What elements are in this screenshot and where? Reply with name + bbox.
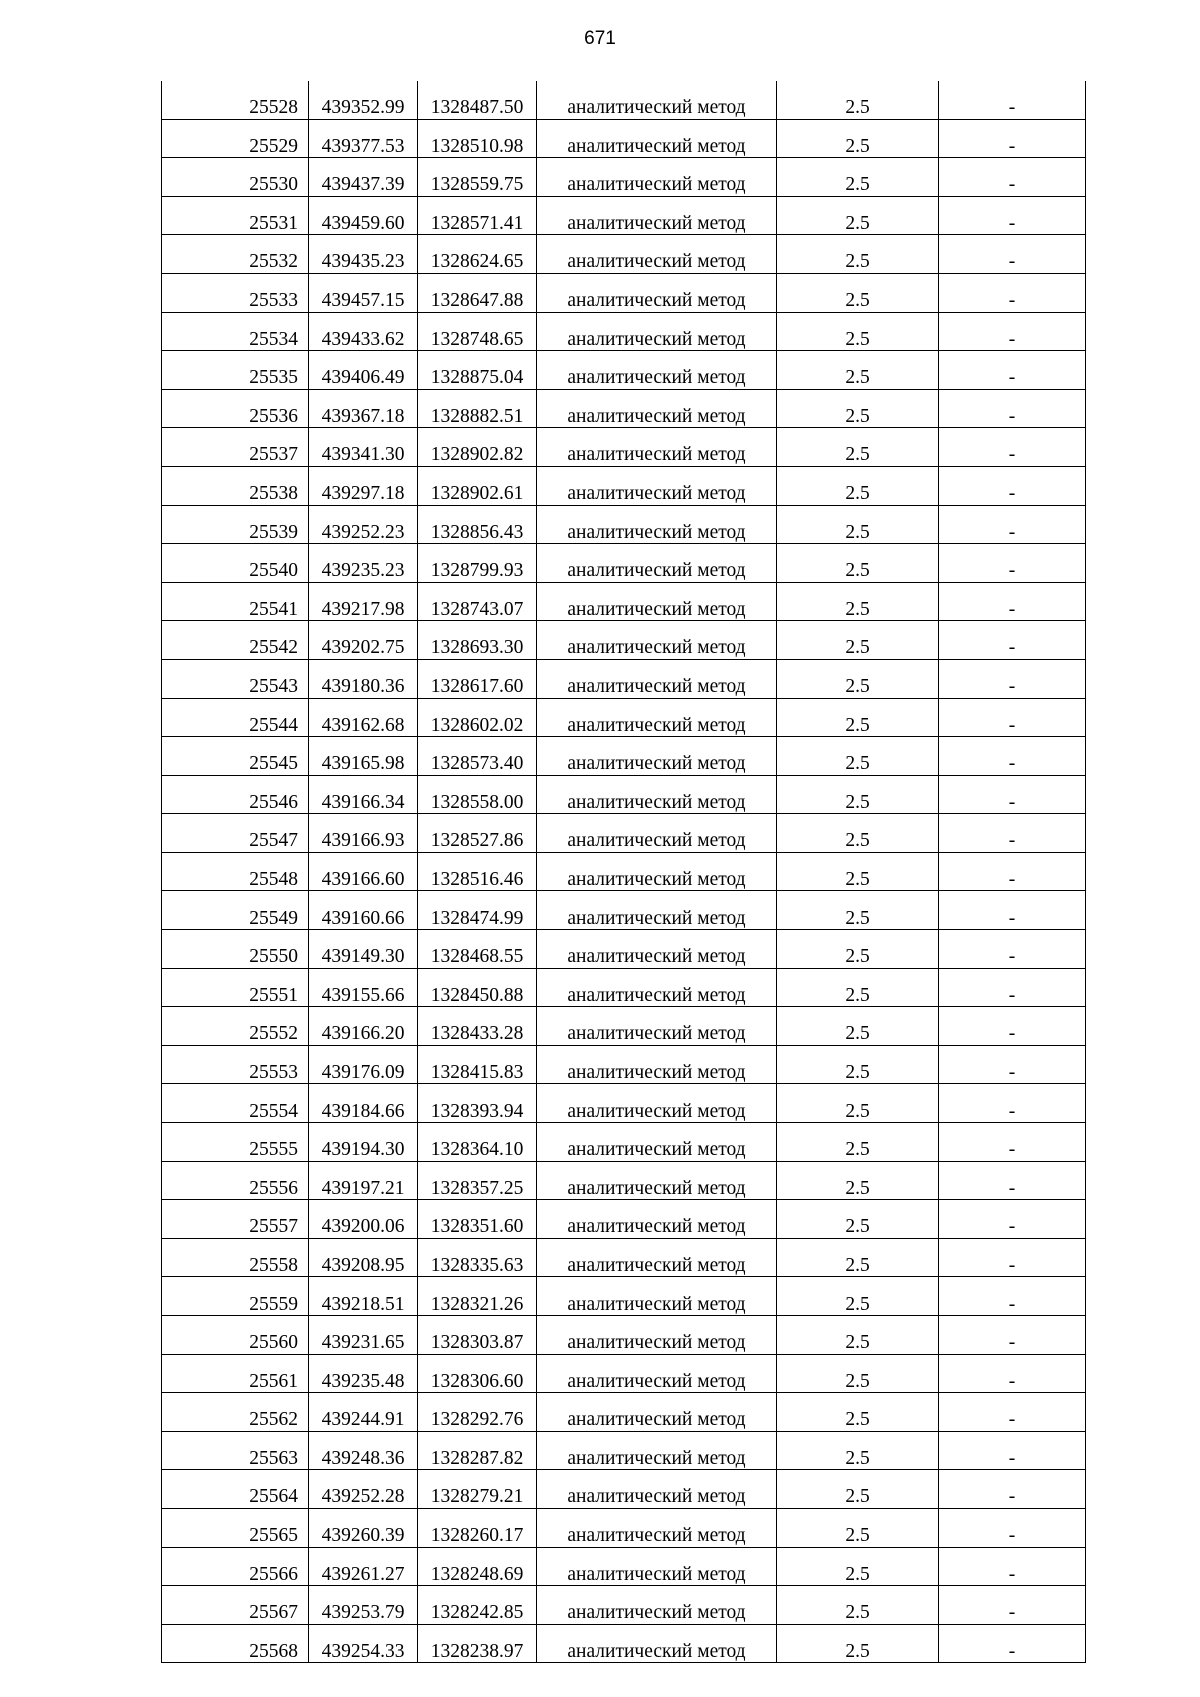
x-coordinate-cell: 439252.23 xyxy=(309,505,418,544)
method-cell: аналитический метод xyxy=(537,1316,777,1355)
x-coordinate-cell: 439165.98 xyxy=(309,737,418,776)
note-cell: - xyxy=(939,196,1086,235)
point-number-cell: 25554 xyxy=(162,1084,309,1123)
x-coordinate-cell: 439200.06 xyxy=(309,1200,418,1239)
accuracy-cell: 2.5 xyxy=(777,1508,939,1547)
note-cell: - xyxy=(939,698,1086,737)
y-coordinate-cell: 1328799.93 xyxy=(418,544,537,583)
point-number-cell: 25548 xyxy=(162,852,309,891)
note-cell: - xyxy=(939,466,1086,505)
note-cell: - xyxy=(939,582,1086,621)
accuracy-cell: 2.5 xyxy=(777,1547,939,1586)
method-cell: аналитический метод xyxy=(537,273,777,312)
table-row xyxy=(162,389,1086,428)
table-row xyxy=(162,1354,1086,1393)
table-row xyxy=(162,1508,1086,1547)
y-coordinate-cell: 1328516.46 xyxy=(418,852,537,891)
accuracy-cell: 2.5 xyxy=(777,466,939,505)
table-row xyxy=(162,351,1086,390)
method-cell: аналитический метод xyxy=(537,196,777,235)
table-row xyxy=(162,1084,1086,1123)
y-coordinate-cell: 1328743.07 xyxy=(418,582,537,621)
note-cell: - xyxy=(939,1586,1086,1625)
method-cell: аналитический метод xyxy=(537,1123,777,1162)
method-cell: аналитический метод xyxy=(537,1354,777,1393)
y-coordinate-cell: 1328902.61 xyxy=(418,466,537,505)
accuracy-cell: 2.5 xyxy=(777,852,939,891)
accuracy-cell: 2.5 xyxy=(777,1123,939,1162)
accuracy-cell: 2.5 xyxy=(777,1238,939,1277)
accuracy-cell: 2.5 xyxy=(777,659,939,698)
point-number-cell: 25541 xyxy=(162,582,309,621)
accuracy-cell: 2.5 xyxy=(777,544,939,583)
y-coordinate-cell: 1328882.51 xyxy=(418,389,537,428)
table-row xyxy=(162,312,1086,351)
x-coordinate-cell: 439208.95 xyxy=(309,1238,418,1277)
method-cell: аналитический метод xyxy=(537,466,777,505)
table-row xyxy=(162,1624,1086,1663)
accuracy-cell: 2.5 xyxy=(777,1084,939,1123)
method-cell: аналитический метод xyxy=(537,389,777,428)
note-cell: - xyxy=(939,930,1086,969)
point-number-cell: 25562 xyxy=(162,1393,309,1432)
accuracy-cell: 2.5 xyxy=(777,273,939,312)
x-coordinate-cell: 439180.36 xyxy=(309,659,418,698)
coordinates-table xyxy=(161,81,1086,1663)
table-row xyxy=(162,1393,1086,1432)
note-cell: - xyxy=(939,158,1086,197)
accuracy-cell: 2.5 xyxy=(777,968,939,1007)
point-number-cell: 25549 xyxy=(162,891,309,930)
y-coordinate-cell: 1328856.43 xyxy=(418,505,537,544)
note-cell: - xyxy=(939,814,1086,853)
note-cell: - xyxy=(939,1277,1086,1316)
x-coordinate-cell: 439406.49 xyxy=(309,351,418,390)
y-coordinate-cell: 1328748.65 xyxy=(418,312,537,351)
y-coordinate-cell: 1328558.00 xyxy=(418,775,537,814)
note-cell: - xyxy=(939,81,1086,119)
x-coordinate-cell: 439149.30 xyxy=(309,930,418,969)
note-cell: - xyxy=(939,119,1086,158)
method-cell: аналитический метод xyxy=(537,1470,777,1509)
point-number-cell: 25568 xyxy=(162,1624,309,1663)
x-coordinate-cell: 439162.68 xyxy=(309,698,418,737)
y-coordinate-cell: 1328321.26 xyxy=(418,1277,537,1316)
x-coordinate-cell: 439235.23 xyxy=(309,544,418,583)
point-number-cell: 25565 xyxy=(162,1508,309,1547)
y-coordinate-cell: 1328351.60 xyxy=(418,1200,537,1239)
method-cell: аналитический метод xyxy=(537,968,777,1007)
accuracy-cell: 2.5 xyxy=(777,235,939,274)
method-cell: аналитический метод xyxy=(537,1007,777,1046)
y-coordinate-cell: 1328527.86 xyxy=(418,814,537,853)
point-number-cell: 25561 xyxy=(162,1354,309,1393)
x-coordinate-cell: 439231.65 xyxy=(309,1316,418,1355)
accuracy-cell: 2.5 xyxy=(777,196,939,235)
note-cell: - xyxy=(939,1508,1086,1547)
table-row xyxy=(162,1277,1086,1316)
table-row xyxy=(162,273,1086,312)
x-coordinate-cell: 439218.51 xyxy=(309,1277,418,1316)
table-row xyxy=(162,119,1086,158)
note-cell: - xyxy=(939,1007,1086,1046)
table-row xyxy=(162,891,1086,930)
note-cell: - xyxy=(939,1084,1086,1123)
note-cell: - xyxy=(939,273,1086,312)
table-row xyxy=(162,81,1086,119)
table-row xyxy=(162,1007,1086,1046)
x-coordinate-cell: 439253.79 xyxy=(309,1586,418,1625)
method-cell: аналитический метод xyxy=(537,659,777,698)
table-row xyxy=(162,466,1086,505)
y-coordinate-cell: 1328510.98 xyxy=(418,119,537,158)
table-row xyxy=(162,737,1086,776)
x-coordinate-cell: 439254.33 xyxy=(309,1624,418,1663)
y-coordinate-cell: 1328415.83 xyxy=(418,1045,537,1084)
point-number-cell: 25532 xyxy=(162,235,309,274)
method-cell: аналитический метод xyxy=(537,1508,777,1547)
method-cell: аналитический метод xyxy=(537,544,777,583)
point-number-cell: 25539 xyxy=(162,505,309,544)
table-row xyxy=(162,814,1086,853)
y-coordinate-cell: 1328573.40 xyxy=(418,737,537,776)
x-coordinate-cell: 439155.66 xyxy=(309,968,418,1007)
point-number-cell: 25528 xyxy=(162,81,309,119)
point-number-cell: 25555 xyxy=(162,1123,309,1162)
y-coordinate-cell: 1328571.41 xyxy=(418,196,537,235)
accuracy-cell: 2.5 xyxy=(777,1316,939,1355)
table-row xyxy=(162,1123,1086,1162)
point-number-cell: 25540 xyxy=(162,544,309,583)
method-cell: аналитический метод xyxy=(537,582,777,621)
note-cell: - xyxy=(939,1624,1086,1663)
note-cell: - xyxy=(939,775,1086,814)
y-coordinate-cell: 1328393.94 xyxy=(418,1084,537,1123)
note-cell: - xyxy=(939,737,1086,776)
method-cell: аналитический метод xyxy=(537,428,777,467)
accuracy-cell: 2.5 xyxy=(777,582,939,621)
accuracy-cell: 2.5 xyxy=(777,814,939,853)
method-cell: аналитический метод xyxy=(537,814,777,853)
method-cell: аналитический метод xyxy=(537,1045,777,1084)
accuracy-cell: 2.5 xyxy=(777,930,939,969)
x-coordinate-cell: 439457.15 xyxy=(309,273,418,312)
table-row xyxy=(162,698,1086,737)
note-cell: - xyxy=(939,1316,1086,1355)
y-coordinate-cell: 1328693.30 xyxy=(418,621,537,660)
note-cell: - xyxy=(939,968,1086,1007)
y-coordinate-cell: 1328602.02 xyxy=(418,698,537,737)
accuracy-cell: 2.5 xyxy=(777,1277,939,1316)
point-number-cell: 25535 xyxy=(162,351,309,390)
y-coordinate-cell: 1328450.88 xyxy=(418,968,537,1007)
point-number-cell: 25552 xyxy=(162,1007,309,1046)
note-cell: - xyxy=(939,852,1086,891)
y-coordinate-cell: 1328242.85 xyxy=(418,1586,537,1625)
accuracy-cell: 2.5 xyxy=(777,698,939,737)
accuracy-cell: 2.5 xyxy=(777,1393,939,1432)
accuracy-cell: 2.5 xyxy=(777,505,939,544)
note-cell: - xyxy=(939,1045,1086,1084)
accuracy-cell: 2.5 xyxy=(777,737,939,776)
note-cell: - xyxy=(939,1123,1086,1162)
method-cell: аналитический метод xyxy=(537,158,777,197)
note-cell: - xyxy=(939,1470,1086,1509)
method-cell: аналитический метод xyxy=(537,1431,777,1470)
note-cell: - xyxy=(939,544,1086,583)
x-coordinate-cell: 439235.48 xyxy=(309,1354,418,1393)
table-row xyxy=(162,1470,1086,1509)
note-cell: - xyxy=(939,1238,1086,1277)
accuracy-cell: 2.5 xyxy=(777,891,939,930)
method-cell: аналитический метод xyxy=(537,1200,777,1239)
y-coordinate-cell: 1328279.21 xyxy=(418,1470,537,1509)
x-coordinate-cell: 439202.75 xyxy=(309,621,418,660)
table-row xyxy=(162,1161,1086,1200)
method-cell: аналитический метод xyxy=(537,1084,777,1123)
accuracy-cell: 2.5 xyxy=(777,312,939,351)
x-coordinate-cell: 439341.30 xyxy=(309,428,418,467)
table-row xyxy=(162,196,1086,235)
point-number-cell: 25557 xyxy=(162,1200,309,1239)
method-cell: аналитический метод xyxy=(537,1393,777,1432)
table-row xyxy=(162,582,1086,621)
point-number-cell: 25538 xyxy=(162,466,309,505)
y-coordinate-cell: 1328260.17 xyxy=(418,1508,537,1547)
point-number-cell: 25553 xyxy=(162,1045,309,1084)
accuracy-cell: 2.5 xyxy=(777,1045,939,1084)
table-row xyxy=(162,235,1086,274)
method-cell: аналитический метод xyxy=(537,235,777,274)
accuracy-cell: 2.5 xyxy=(777,428,939,467)
table-row xyxy=(162,428,1086,467)
x-coordinate-cell: 439166.93 xyxy=(309,814,418,853)
accuracy-cell: 2.5 xyxy=(777,351,939,390)
y-coordinate-cell: 1328474.99 xyxy=(418,891,537,930)
table-row xyxy=(162,1586,1086,1625)
method-cell: аналитический метод xyxy=(537,312,777,351)
method-cell: аналитический метод xyxy=(537,891,777,930)
method-cell: аналитический метод xyxy=(537,351,777,390)
accuracy-cell: 2.5 xyxy=(777,119,939,158)
point-number-cell: 25564 xyxy=(162,1470,309,1509)
x-coordinate-cell: 439261.27 xyxy=(309,1547,418,1586)
y-coordinate-cell: 1328624.65 xyxy=(418,235,537,274)
note-cell: - xyxy=(939,428,1086,467)
x-coordinate-cell: 439197.21 xyxy=(309,1161,418,1200)
y-coordinate-cell: 1328357.25 xyxy=(418,1161,537,1200)
x-coordinate-cell: 439260.39 xyxy=(309,1508,418,1547)
note-cell: - xyxy=(939,1547,1086,1586)
x-coordinate-cell: 439160.66 xyxy=(309,891,418,930)
accuracy-cell: 2.5 xyxy=(777,1161,939,1200)
x-coordinate-cell: 439377.53 xyxy=(309,119,418,158)
y-coordinate-cell: 1328287.82 xyxy=(418,1431,537,1470)
x-coordinate-cell: 439252.28 xyxy=(309,1470,418,1509)
x-coordinate-cell: 439176.09 xyxy=(309,1045,418,1084)
table-row xyxy=(162,158,1086,197)
table-row xyxy=(162,621,1086,660)
table-row xyxy=(162,1431,1086,1470)
method-cell: аналитический метод xyxy=(537,1238,777,1277)
x-coordinate-cell: 439166.60 xyxy=(309,852,418,891)
x-coordinate-cell: 439352.99 xyxy=(309,81,418,119)
method-cell: аналитический метод xyxy=(537,1277,777,1316)
accuracy-cell: 2.5 xyxy=(777,158,939,197)
point-number-cell: 25545 xyxy=(162,737,309,776)
y-coordinate-cell: 1328248.69 xyxy=(418,1547,537,1586)
y-coordinate-cell: 1328303.87 xyxy=(418,1316,537,1355)
point-number-cell: 25559 xyxy=(162,1277,309,1316)
point-number-cell: 25546 xyxy=(162,775,309,814)
note-cell: - xyxy=(939,621,1086,660)
table-row xyxy=(162,1547,1086,1586)
page-number: 671 xyxy=(584,28,616,49)
method-cell: аналитический метод xyxy=(537,852,777,891)
point-number-cell: 25544 xyxy=(162,698,309,737)
point-number-cell: 25536 xyxy=(162,389,309,428)
x-coordinate-cell: 439437.39 xyxy=(309,158,418,197)
point-number-cell: 25530 xyxy=(162,158,309,197)
note-cell: - xyxy=(939,1354,1086,1393)
method-cell: аналитический метод xyxy=(537,1547,777,1586)
method-cell: аналитический метод xyxy=(537,119,777,158)
y-coordinate-cell: 1328292.76 xyxy=(418,1393,537,1432)
table-row xyxy=(162,852,1086,891)
table-row xyxy=(162,505,1086,544)
accuracy-cell: 2.5 xyxy=(777,621,939,660)
x-coordinate-cell: 439244.91 xyxy=(309,1393,418,1432)
y-coordinate-cell: 1328306.60 xyxy=(418,1354,537,1393)
method-cell: аналитический метод xyxy=(537,505,777,544)
accuracy-cell: 2.5 xyxy=(777,1007,939,1046)
method-cell: аналитический метод xyxy=(537,1161,777,1200)
method-cell: аналитический метод xyxy=(537,698,777,737)
method-cell: аналитический метод xyxy=(537,930,777,969)
note-cell: - xyxy=(939,891,1086,930)
y-coordinate-cell: 1328433.28 xyxy=(418,1007,537,1046)
method-cell: аналитический метод xyxy=(537,737,777,776)
method-cell: аналитический метод xyxy=(537,621,777,660)
y-coordinate-cell: 1328559.75 xyxy=(418,158,537,197)
point-number-cell: 25556 xyxy=(162,1161,309,1200)
method-cell: аналитический метод xyxy=(537,775,777,814)
note-cell: - xyxy=(939,235,1086,274)
y-coordinate-cell: 1328875.04 xyxy=(418,351,537,390)
point-number-cell: 25543 xyxy=(162,659,309,698)
x-coordinate-cell: 439248.36 xyxy=(309,1431,418,1470)
note-cell: - xyxy=(939,505,1086,544)
point-number-cell: 25533 xyxy=(162,273,309,312)
table-row xyxy=(162,968,1086,1007)
accuracy-cell: 2.5 xyxy=(777,775,939,814)
point-number-cell: 25567 xyxy=(162,1586,309,1625)
accuracy-cell: 2.5 xyxy=(777,1586,939,1625)
x-coordinate-cell: 439435.23 xyxy=(309,235,418,274)
x-coordinate-cell: 439217.98 xyxy=(309,582,418,621)
point-number-cell: 25563 xyxy=(162,1431,309,1470)
point-number-cell: 25566 xyxy=(162,1547,309,1586)
y-coordinate-cell: 1328468.55 xyxy=(418,930,537,969)
x-coordinate-cell: 439433.62 xyxy=(309,312,418,351)
method-cell: аналитический метод xyxy=(537,1624,777,1663)
y-coordinate-cell: 1328487.50 xyxy=(418,81,537,119)
y-coordinate-cell: 1328238.97 xyxy=(418,1624,537,1663)
accuracy-cell: 2.5 xyxy=(777,1354,939,1393)
point-number-cell: 25531 xyxy=(162,196,309,235)
table-row xyxy=(162,1316,1086,1355)
accuracy-cell: 2.5 xyxy=(777,389,939,428)
note-cell: - xyxy=(939,351,1086,390)
note-cell: - xyxy=(939,1161,1086,1200)
x-coordinate-cell: 439297.18 xyxy=(309,466,418,505)
table-row xyxy=(162,1238,1086,1277)
accuracy-cell: 2.5 xyxy=(777,1200,939,1239)
note-cell: - xyxy=(939,659,1086,698)
table-body xyxy=(162,81,1086,1663)
point-number-cell: 25547 xyxy=(162,814,309,853)
table-row xyxy=(162,544,1086,583)
point-number-cell: 25550 xyxy=(162,930,309,969)
y-coordinate-cell: 1328364.10 xyxy=(418,1123,537,1162)
table-row xyxy=(162,930,1086,969)
point-number-cell: 25542 xyxy=(162,621,309,660)
y-coordinate-cell: 1328617.60 xyxy=(418,659,537,698)
y-coordinate-cell: 1328902.82 xyxy=(418,428,537,467)
table-row xyxy=(162,1045,1086,1084)
point-number-cell: 25537 xyxy=(162,428,309,467)
method-cell: аналитический метод xyxy=(537,1586,777,1625)
x-coordinate-cell: 439166.34 xyxy=(309,775,418,814)
x-coordinate-cell: 439194.30 xyxy=(309,1123,418,1162)
method-cell: аналитический метод xyxy=(537,81,777,119)
table-row xyxy=(162,1200,1086,1239)
x-coordinate-cell: 439184.66 xyxy=(309,1084,418,1123)
y-coordinate-cell: 1328335.63 xyxy=(418,1238,537,1277)
point-number-cell: 25558 xyxy=(162,1238,309,1277)
note-cell: - xyxy=(939,1431,1086,1470)
table-row xyxy=(162,775,1086,814)
x-coordinate-cell: 439367.18 xyxy=(309,389,418,428)
note-cell: - xyxy=(939,389,1086,428)
accuracy-cell: 2.5 xyxy=(777,1470,939,1509)
point-number-cell: 25560 xyxy=(162,1316,309,1355)
accuracy-cell: 2.5 xyxy=(777,1624,939,1663)
point-number-cell: 25529 xyxy=(162,119,309,158)
y-coordinate-cell: 1328647.88 xyxy=(418,273,537,312)
accuracy-cell: 2.5 xyxy=(777,81,939,119)
note-cell: - xyxy=(939,1200,1086,1239)
accuracy-cell: 2.5 xyxy=(777,1431,939,1470)
point-number-cell: 25551 xyxy=(162,968,309,1007)
note-cell: - xyxy=(939,312,1086,351)
note-cell: - xyxy=(939,1393,1086,1432)
x-coordinate-cell: 439459.60 xyxy=(309,196,418,235)
point-number-cell: 25534 xyxy=(162,312,309,351)
table-row xyxy=(162,659,1086,698)
x-coordinate-cell: 439166.20 xyxy=(309,1007,418,1046)
